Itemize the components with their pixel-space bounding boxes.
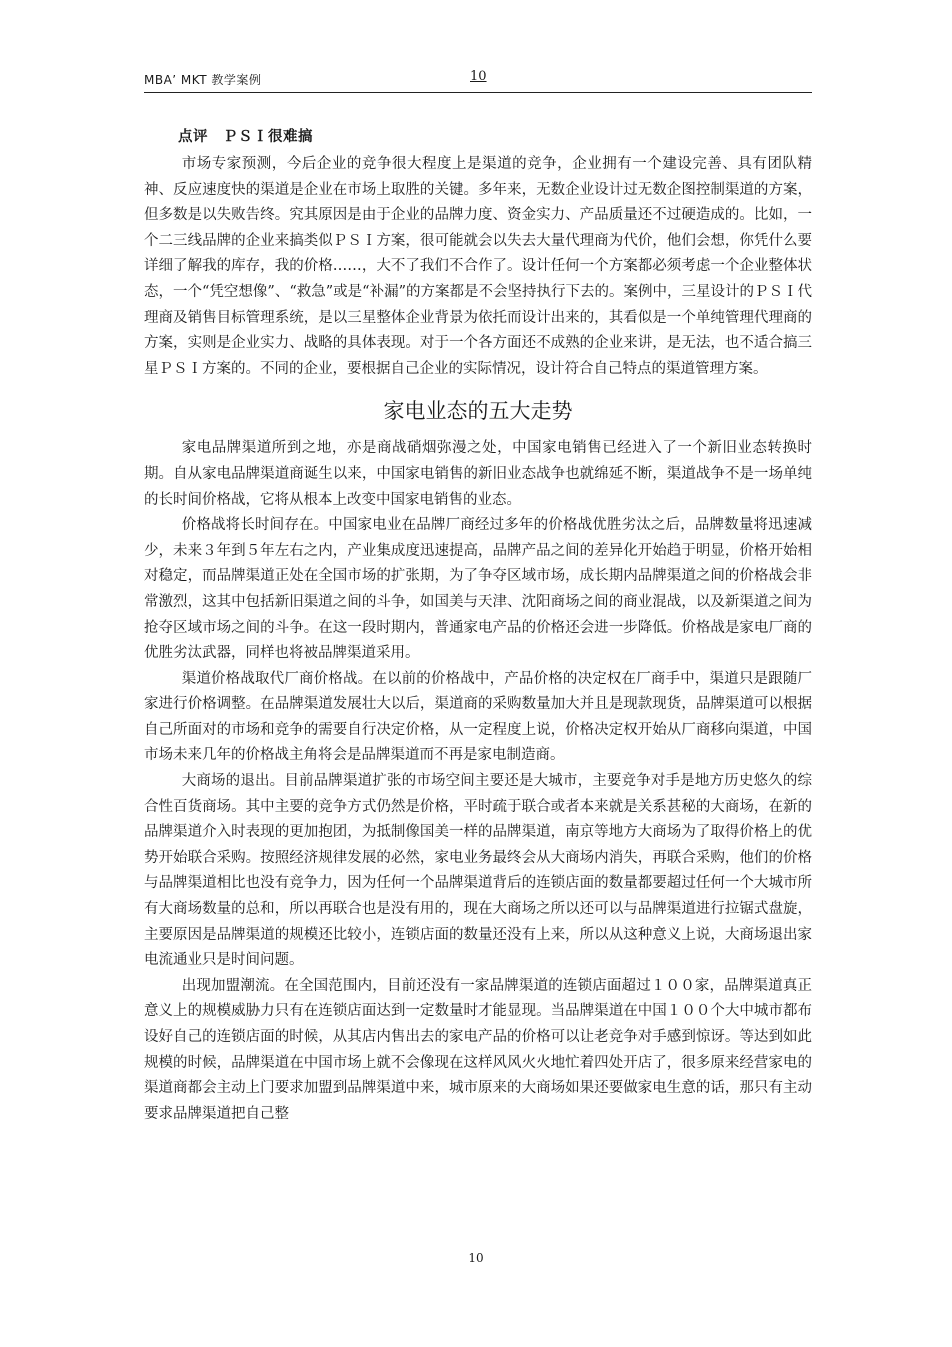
section-paragraph-4: 大商场的退出。目前品牌渠道扩张的市场空间主要还是大城市，主要竞争对手是地方历史悠久的综合性百货商场。其中主要的竞争方式仍然是价格，平时疏于联合或者本来就是关系甚秘的大商场，在新的品牌渠道介入时表现的更加抱团，为抵制像国美一样的品牌渠道，南京等地方大商场为了取得价格上的优势开始联合采购。按照经济规律发展的必然，家电业务最终会从大商场内消失，再联合采购，他们的价格与品牌渠道相比也没有竞争力，因为任何一个品牌渠道背后的连锁店面的数量都要超过任何一个大城市所有大商场数量的总和，所以再联合也是没有用的，现在大商场之所以还可以与品牌渠道进行拉锯式盘旋，主要原因是品牌渠道的规模还比较小，连锁店面的数量还没有上来，所以从这种意义上说，大商场退出家电流通业只是时间问题。 [144,773,812,969]
section-paragraph-1: 家电品牌渠道所到之地，亦是商战硝烟弥漫之处，中国家电销售已经进入了一个新旧业态转换时期。自从家电品牌渠道商诞生以来，中国家电销售的新旧业态战争也就绵延不断，渠道战争不是一场单纯的长时间价格战，它将从根本上改变中国家电销售的业态。 [144,440,812,508]
review-paragraph: 市场专家预测，今后企业的竞争很大程度上是渠道的竞争，企业拥有一个建设完善、具有团队精神、反应速度快的渠道是企业在市场上取胜的关键。多年来，无数企业设计过无数企图控制渠道的方案，但多数是以失败告终。究其原因是由于企业的品牌力度、资金实力、产品质量还不过硬造成的。比如，一个二三线品牌的企业来搞类似ＰＳＩ方案，很可能就会以失去大量代理商为代价，他们会想，你凭什么要详细了解我的库存，我的价格……，大不了我们不合作了。设计任何一个方案都必须考虑一个企业整体状态，一个“凭空想像”、“救急”或是“补漏”的方案都是不会坚持执行下去的。案例中，三星设计的ＰＳＩ代理商及销售目标管理系统，是以三星整体企业背景为依托而设计出来的，其看似是一个单纯管理代理商的方案，实则是企业实力、战略的具体表现。对于一个各方面还不成熟的企业来讲，是无法，也不适合搞三星ＰＳＩ方案的。不同的企业，要根据自己企业的实际情况，设计符合自己特点的渠道管理方案。 [144,156,812,377]
section-title: 家电业态的五大走势 [383,399,573,424]
page-header [144,68,812,93]
section-paragraph-2: 价格战将长时间存在。中国家电业在品牌厂商经过多年的价格战优胜劣汰之后，品牌数量将迅速减少，未来３年到５年左右之内，产业集成度迅速提高，品牌产品之间的差异化开始趋于明显，价格开始相对稳定，而品牌渠道正处在全国市场的扩张期，为了争夺区域市场，成长期内品牌渠道之间的价格战会非常激烈，这其中包括新旧渠道之间的斗争，如国美与天津、沈阳商场之间的商业混战，以及新渠道之间为抢夺区域市场之间的斗争。在这一段时期内，普通家电产品的价格还会进一步降低。价格战是家电厂商的优胜劣汰武器，同样也将被品牌渠道采用。 [144,517,812,662]
header-course-title: MBA’ MKT 教学案例 [144,73,262,87]
section-paragraph-5: 出现加盟潮流。在全国范围内，目前还没有一家品牌渠道的连锁店面超过１００家，品牌渠道真正意义上的规模威胁力只有在连锁店面达到一定数量时才能显现。当品牌渠道在中国１００个大中城市都布设好自己的连锁店面的时候，从其店内售出去的家电产品的价格可以让老竞争对手感到惊讶。等达到如此规模的时候，品牌渠道在中国市场上就不会像现在这样风风火火地忙着四处开店了，很多原来经营家电的渠道商都会主动上门要求加盟到品牌渠道中来，城市原来的大商场如果还要做家电生意的话，那只有主动要求品牌渠道把自己整 [144,977,812,1122]
page-footer-number: 10 [468,1251,484,1265]
section-paragraph-3: 渠道价格战取代厂商价格战。在以前的价格战中，产品价格的决定权在厂商手中，渠道只是跟随厂家进行价格调整。在品牌渠道发展壮大以后，渠道商的采购数量加大并且是现款现货，品牌渠道可以根据自己所面对的市场和竞争的需要自行决定价格，从一定程度上说，价格决定权开始从厂商移向渠道，中国市场未来几年的价格战主角将会是品牌渠道而不再是家电制造商。 [144,670,812,764]
header-page-number: 10 [470,69,487,84]
page-body [144,118,812,1127]
review-heading: 点评 ＰＳＩ很难搞 [178,129,313,145]
